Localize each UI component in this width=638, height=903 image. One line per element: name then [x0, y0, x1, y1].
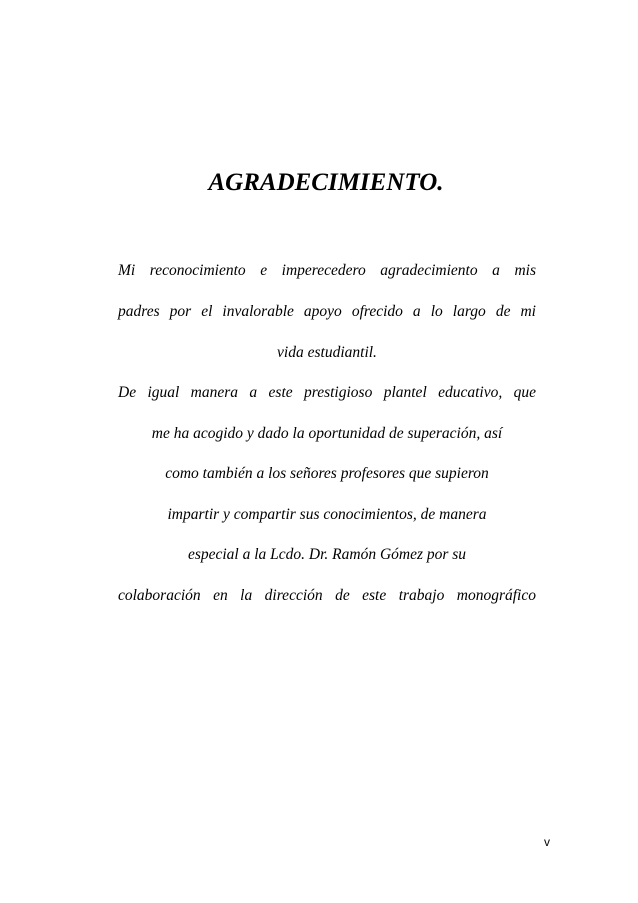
body-line-2: padres por el invalorable apoyo ofrecido a lo largo de mi: [118, 303, 536, 320]
body-line-4: De igual manera a este prestigioso plantel educativo, que: [118, 384, 536, 401]
body-line-7: impartir y compartir sus conocimientos, de manera: [167, 506, 487, 523]
body-line-6: como también a los señores profesores que supieron: [165, 465, 489, 482]
page-number: v: [544, 835, 550, 849]
body-line-1: Mi reconocimiento e imperecedero agradecimiento a mis: [118, 262, 536, 279]
body-line-5: me ha acogido y dado la oportunidad de superación, así: [151, 425, 503, 442]
body-line-9: colaboración en la dirección de este trabajo monográfico: [118, 587, 536, 604]
body-line-8: especial a la Lcdo. Dr. Ramón Gómez por su: [187, 546, 467, 563]
body-line-3: vida estudiantil.: [277, 344, 377, 361]
page-title: AGRADECIMIENTO.: [208, 169, 444, 196]
